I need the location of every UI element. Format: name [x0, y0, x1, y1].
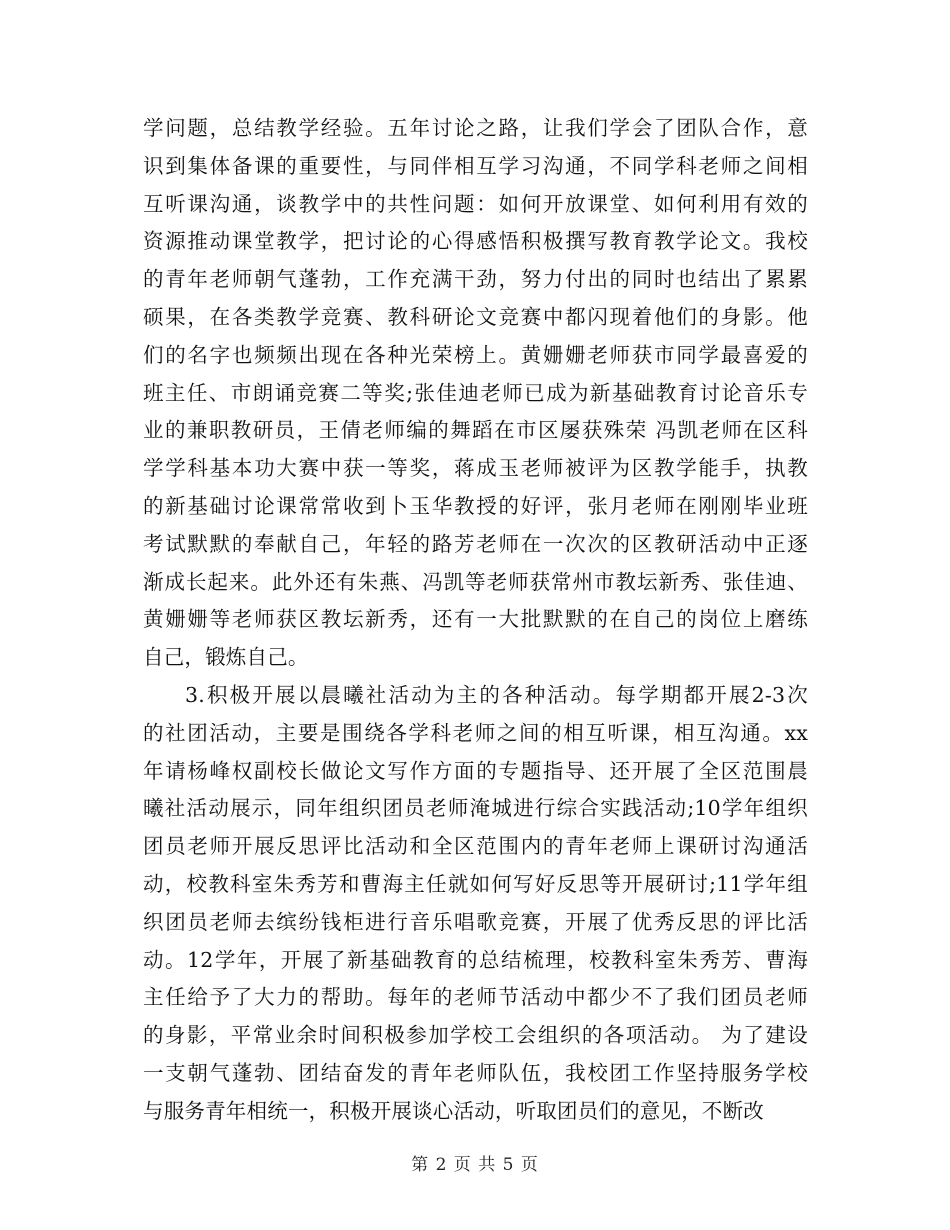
text-line: 一支朝气蓬勃、团结奋发的青年老师队伍，我校团工作坚持服务学校	[143, 1060, 808, 1085]
text-line: 的青年老师朝气蓬勃，工作充满干劲，努力付出的同时也结出了累累	[143, 267, 808, 292]
text-line: 互听课沟通，谈教学中的共性问题：如何开放课堂、如何利用有效的	[143, 191, 808, 216]
text-line: 织团员老师去缤纷钱柜进行音乐唱歌竞赛，开展了优秀反思的评比活	[143, 909, 808, 934]
text-line: 动，校教科室朱秀芳和曹海主任就如何写好反思等开展研讨;11学年组	[143, 871, 808, 896]
text-line: 渐成长起来。此外还有朱燕、冯凯等老师获常州市教坛新秀、张佳迪、	[143, 569, 808, 594]
text-line: 动。12学年，开展了新基础教育的总结梳理，校教科室朱秀芳、曹海	[143, 947, 808, 972]
text-line: 识到集体备课的重要性，与同伴相互学习沟通，不同学科老师之间相	[143, 153, 808, 178]
text-line: 曦社活动展示，同年组织团员老师淹城进行综合实践活动;10学年组织	[143, 796, 808, 821]
text-line: 资源推动课堂教学，把讨论的心得感悟积极撰写教育教学论文。我校	[143, 229, 808, 254]
text-line: 业的兼职教研员，王倩老师编的舞蹈在市区屡获殊荣 冯凯老师在区科	[143, 418, 808, 443]
text-line: 主任给予了大力的帮助。每年的老师节活动中都少不了我们团员老师	[143, 985, 808, 1010]
text-line: 班主任、市朗诵竞赛二等奖;张佳迪老师已成为新基础教育讨论音乐专	[143, 380, 808, 405]
text-line: 3.积极开展以晨曦社活动为主的各种活动。每学期都开展2-3次	[185, 682, 808, 707]
text-line: 们的名字也频频出现在各种光荣榜上。黄姗姗老师获市同学最喜爱的	[143, 342, 808, 367]
text-line: 学问题，总结教学经验。五年讨论之路，让我们学会了团队合作，意	[143, 116, 808, 140]
paragraph	[143, 110, 808, 677]
text-line: 的社团活动，主要是围绕各学科老师之间的相互听课，相互沟通。xx	[143, 720, 808, 745]
text-line: 团员老师开展反思评比活动和全区范围内的青年老师上课研讨沟通活	[143, 834, 808, 859]
text-line: 与服务青年相统一，积极开展谈心活动，听取团员们的意见，不断改	[143, 1098, 764, 1123]
text-line: 黄姗姗等老师获区教坛新秀，还有一大批默默的在自己的岗位上磨练	[143, 607, 808, 632]
text-line: 的新基础讨论课常常收到卜玉华教授的好评，张月老师在刚刚毕业班	[143, 493, 808, 518]
paragraph	[143, 677, 808, 1131]
text-line: 考试默默的奉献自己，年轻的路芳老师在一次次的区教研活动中正逐	[143, 531, 808, 556]
text-line: 自己，锻炼自己。	[143, 645, 309, 670]
text-line: 的身影，平常业余时间积极参加学校工会组织的各项活动。 为了建设	[143, 1023, 808, 1048]
text-line: 硕果，在各类教学竞赛、教科研论文竞赛中都闪现着他们的身影。他	[143, 304, 808, 329]
text-line: 年请杨峰权副校长做论文写作方面的专题指导、还开展了全区范围晨	[143, 758, 808, 783]
text-line: 学学科基本功大赛中获一等奖，蒋成玉老师被评为区教学能手，执教	[143, 456, 808, 481]
body-text	[143, 110, 808, 1131]
page-number-footer: 第 2 页 共 5 页	[411, 1155, 539, 1175]
